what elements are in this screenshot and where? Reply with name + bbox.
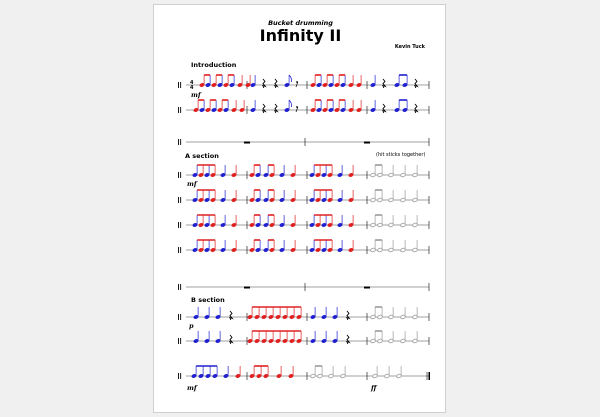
quarter-rest xyxy=(230,335,233,344)
percussion-clef xyxy=(180,314,181,320)
dynamic-marking: mf xyxy=(191,91,201,99)
percussion-clef xyxy=(178,107,179,113)
quarter-rest xyxy=(415,104,418,113)
sheet-music-page xyxy=(153,4,446,413)
whole-rest xyxy=(364,287,370,289)
quarter-rest xyxy=(263,79,266,88)
dynamic-marking: mf xyxy=(187,384,197,392)
section-label-b: B section xyxy=(191,296,225,304)
time-signature-numerator: 4 xyxy=(190,80,194,86)
percussion-clef xyxy=(178,197,179,203)
dynamic-marking: p xyxy=(189,322,194,330)
quarter-rest xyxy=(383,104,386,113)
percussion-clef xyxy=(178,139,179,145)
subtitle: Bucket drumming xyxy=(268,19,333,27)
composer-name: Kevin Tuck xyxy=(394,44,425,50)
percussion-clef xyxy=(178,284,179,290)
whole-rest xyxy=(244,287,250,289)
percussion-clef xyxy=(180,172,181,178)
whole-rest xyxy=(364,142,370,144)
note-flag xyxy=(289,100,292,107)
percussion-clef xyxy=(180,338,181,344)
quarter-rest xyxy=(347,311,350,320)
percussion-clef xyxy=(180,247,181,253)
percussion-clef xyxy=(180,139,181,145)
whole-rest xyxy=(244,142,250,144)
percussion-clef xyxy=(178,314,179,320)
quarter-rest xyxy=(230,311,233,320)
page-title: Infinity II xyxy=(259,26,342,45)
percussion-clef xyxy=(180,222,181,228)
percussion-clef xyxy=(180,373,181,379)
quarter-rest xyxy=(275,104,278,113)
percussion-clef xyxy=(178,222,179,228)
quarter-rest xyxy=(383,79,386,88)
percussion-clef xyxy=(178,172,179,178)
percussion-clef xyxy=(180,197,181,203)
percussion-clef xyxy=(178,338,179,344)
quarter-rest xyxy=(347,335,350,344)
percussion-clef xyxy=(180,82,181,88)
percussion-clef xyxy=(180,284,181,290)
final-barline xyxy=(429,372,431,380)
note-flag xyxy=(289,75,292,82)
section-label-introduction: Introduction xyxy=(191,61,237,69)
dynamic-marking: mf xyxy=(187,180,197,188)
score-notation xyxy=(154,5,447,414)
percussion-clef xyxy=(178,82,179,88)
percussion-clef xyxy=(178,247,179,253)
section-label-a: A section xyxy=(185,152,219,160)
quarter-rest xyxy=(275,79,278,88)
performance-note: (hit sticks together) xyxy=(376,152,426,158)
time-signature-denominator: 4 xyxy=(190,85,194,91)
quarter-rest xyxy=(415,79,418,88)
percussion-clef xyxy=(178,373,179,379)
dynamic-marking: ff xyxy=(371,384,377,392)
quarter-rest xyxy=(263,104,266,113)
percussion-clef xyxy=(180,107,181,113)
